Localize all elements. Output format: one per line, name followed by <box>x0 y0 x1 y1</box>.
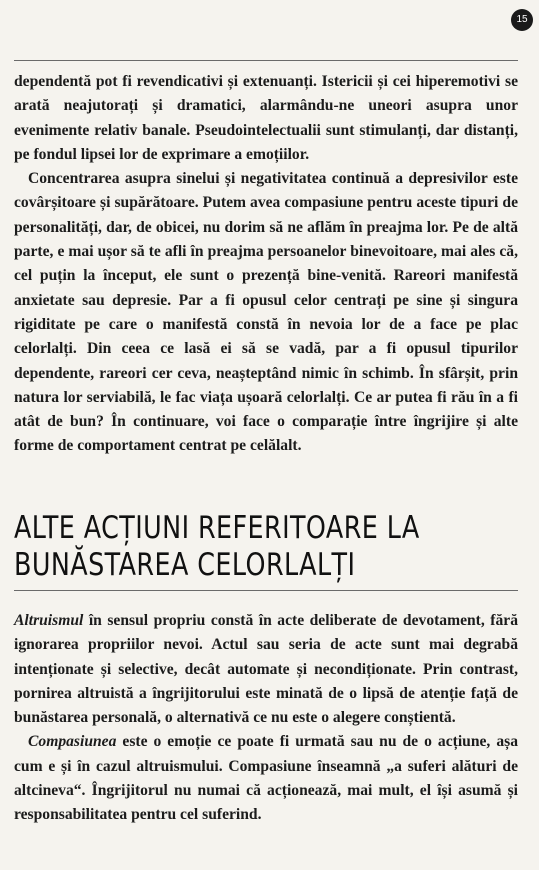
top-divider <box>14 60 518 61</box>
section-heading-line-1: ALTE ACȚIUNI REFERITOARE LA <box>14 510 420 546</box>
bottom-text-block <box>14 609 518 828</box>
paragraph-continuation: dependentă pot fi revendicativi și extenuanți. Istericii și cei hiperemotivi se arată neajutorați și dramatici, alarmându-ne uneori asupra unor evenimente relativ banale. Pseudointelectualii sunt stimulanți, dar distanți, pe fondul lipsei lor de exprimare a emoțiilor. <box>14 73 518 163</box>
term-compassion: Compasiunea <box>28 733 117 751</box>
paragraph-compassion <box>14 730 518 827</box>
section-divider <box>14 590 518 591</box>
term-altruism: Altruismul <box>14 612 84 629</box>
compassion-text: este o emoție ce poate fi urmată sau nu de o acțiune, așa cum e și în cazul altruismului. Compasiune înseamnă „a suferi alături de altcineva“. Îngrijitorul nu numai că acționează, mai mult, el își asumă și responsabilitatea pentru cel suferind. <box>14 733 518 824</box>
paragraph-body: Concentrarea asupra sinelui și negativitatea continuă a depresivilor este covârșitoare și supărătoare. Putem avea compasiune pentru aceste tipuri de personalități, dar, de obicei, nu dorim să ne aflăm în preajma lor. Pe de altă parte, e mai ușor să te afli în preajma persoanelor binevoitoare, mai ales că, cel puțin la început, ele sunt o prezență bine-venită. Rareori manifestă anxietate sau depresie. Par a fi opusul celor centrați pe sine și singura rigiditate pe care o manifestă constă în nevoia lor de a face pe plac celorlalți. Din ceea ce lasă ei să se vadă, par a fi opusul tipurilor dependente, rareori cer ceva, neașteptând nimic în schimb. În sfârșit, prin natura lor serviabilă, le fac viața ușoară celorlalți. Ce ar putea fi rău în a fi atât de bun? În continuare, voi face o comparație între îngrijire și alte forme de comportament centrat pe celălalt. <box>14 170 518 455</box>
page-number-badge: 15 <box>511 9 533 31</box>
top-text-block <box>14 70 518 459</box>
paragraph-altruism <box>14 609 518 730</box>
section-heading <box>14 510 427 584</box>
altruism-text: în sensul propriu constă în acte deliberate de devotament, fără ignorarea propriilor nevoi. Actul sau seria de acte sunt mai degrabă intenționate și selective, decât automate și necondiționate. Prin contrast, pornirea altruistă a îngrijitorului este minată de o lipsă de atenție față de bunăstarea personală, o alternativă ce nu este o alegere conștientă. <box>14 612 518 727</box>
section-heading-line-2: BUNĂSTAREA CELORLALȚI <box>14 547 356 583</box>
